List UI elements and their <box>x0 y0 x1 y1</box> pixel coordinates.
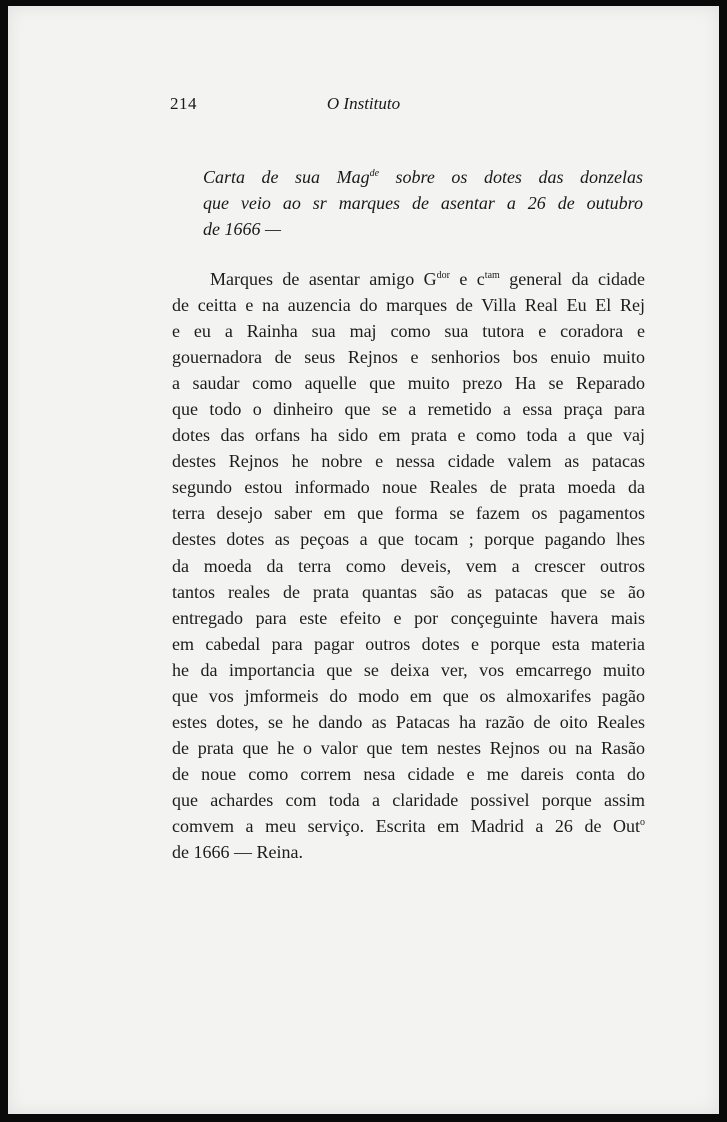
text-segment: que veio ao sr marques de asentar a 26 de outubro <box>203 193 643 213</box>
body-line <box>172 526 645 552</box>
body-line <box>172 631 645 657</box>
text-segment: que todo o dinheiro que se a remetido a essa praça para <box>172 399 645 420</box>
body-line <box>172 735 645 761</box>
superscript-abbreviation: de <box>369 168 380 179</box>
page-number: 214 <box>170 94 197 113</box>
text-segment: terra desejo saber em que forma se fazem os pagamentos <box>172 503 645 524</box>
text-segment: he da importancia que se deixa ver, vos emcarrego muito <box>172 659 645 680</box>
heading-line <box>203 216 643 242</box>
body-line <box>172 474 645 500</box>
text-segment: sobre os dotes das donzelas <box>379 167 643 187</box>
text-segment: e c <box>449 269 485 289</box>
text-segment: que vos jmformeis do modo em que os almoxarifes pagão <box>172 685 645 706</box>
body-line <box>172 605 645 631</box>
body-line <box>172 344 645 370</box>
letter-heading <box>203 164 643 242</box>
body-line <box>172 266 645 292</box>
text-segment: de noue como correm nesa cidade e me dareis conta do <box>172 763 645 784</box>
text-segment: comvem a meu serviço. Escrita em Madrid a 26 de Out <box>172 815 640 836</box>
text-segment: dotes das orfans ha sido em prata e como toda a que vaj <box>172 425 645 446</box>
heading-line <box>203 164 643 190</box>
text-segment: estes dotes, se he dando as Patacas ha razão de oito Reales <box>172 711 645 732</box>
body-line <box>172 761 645 787</box>
superscript-abbreviation: tam <box>484 270 500 281</box>
body-line <box>172 318 645 344</box>
text-segment: Marques de asentar amigo G <box>210 269 437 289</box>
text-segment: tantos reales de prata quantas são as patacas que se ão <box>172 581 645 602</box>
text-segment: destes dotes as peçoas a que tocam ; porque pagando lhes <box>172 529 645 550</box>
body-line <box>172 448 645 474</box>
text-segment: de 1666 — Reina. <box>172 842 303 863</box>
body-line <box>172 422 645 448</box>
superscript-abbreviation: dor <box>436 270 450 281</box>
text-segment: general da cidade <box>499 269 645 289</box>
body-line <box>172 683 645 709</box>
text-segment: de ceitta e na auzencia do marques de Villa Real Eu El Rej <box>172 295 645 316</box>
body-line <box>172 657 645 683</box>
body-line <box>172 813 645 839</box>
body-line <box>172 292 645 318</box>
text-segment: gouernadora de seus Rejnos e senhorios bos enuio muito <box>172 347 645 368</box>
text-segment: da moeda da terra como deveis, vem a crescer outros <box>172 555 645 576</box>
body-line <box>172 370 645 396</box>
body-line <box>172 396 645 422</box>
text-segment: segundo estou informado noue Reales de prata moeda da <box>172 477 645 498</box>
superscript-abbreviation: o <box>640 816 645 828</box>
letter-body <box>172 266 645 865</box>
running-title: O Instituto <box>326 94 401 113</box>
body-line <box>172 500 645 526</box>
body-line <box>172 579 645 605</box>
body-line <box>172 839 645 865</box>
body-line <box>172 553 645 579</box>
text-segment: que achardes com toda a claridade possivel porque assim <box>172 789 645 810</box>
text-segment: de prata que he o valor que tem nestes Rejnos ou na Rasão <box>172 737 645 758</box>
text-segment: de 1666 — <box>203 219 281 239</box>
body-line <box>172 709 645 735</box>
text-segment: entregado para este efeito e por conçeguinte havera mais <box>172 607 645 628</box>
text-segment: a saudar como aquelle que muito prezo Ha se Reparado <box>172 373 645 394</box>
book-page <box>8 6 719 1114</box>
heading-line <box>203 190 643 216</box>
text-segment: e eu a Rainha sua maj como sua tutora e coradora e <box>172 321 645 342</box>
running-header <box>8 94 719 120</box>
text-segment: em cabedal para pagar outros dotes e porque esta materia <box>172 633 645 654</box>
text-segment: Carta de sua Mag <box>203 167 370 187</box>
text-segment: destes Rejnos he nobre e nessa cidade valem as patacas <box>172 451 645 472</box>
body-line <box>172 787 645 813</box>
